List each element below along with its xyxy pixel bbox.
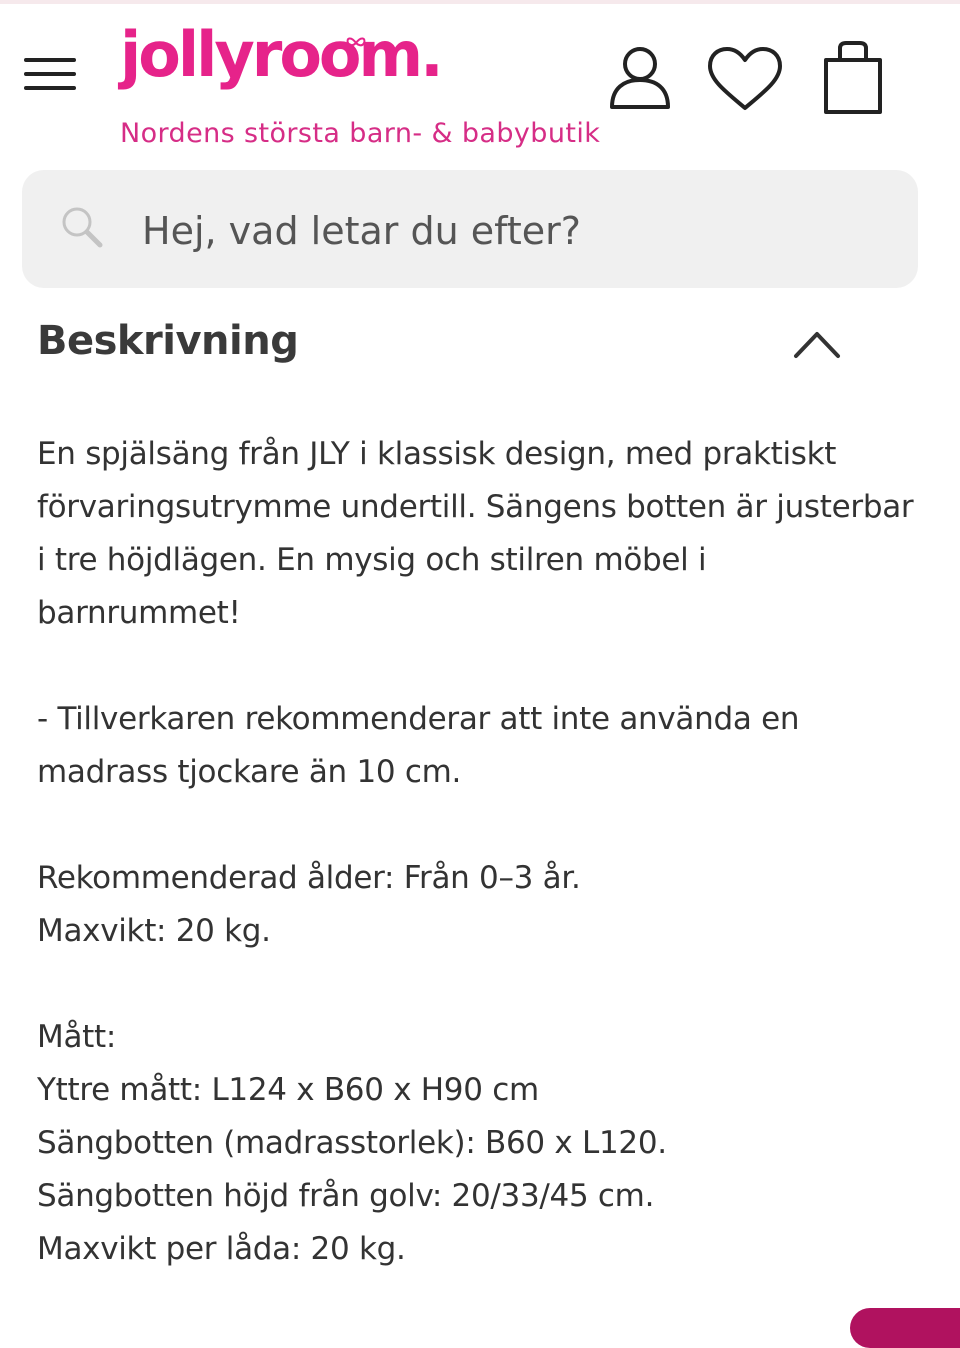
tagline: Nordens största barn- & babybutik xyxy=(120,118,601,149)
description-paragraph: - Tillverkaren rekommenderar att inte använda en madrass tjockare än 10 cm. xyxy=(37,701,809,790)
heart-icon[interactable] xyxy=(706,46,784,112)
search-input[interactable] xyxy=(140,200,884,262)
menu-button[interactable] xyxy=(24,54,78,94)
search-icon xyxy=(60,205,104,249)
logo[interactable]: jollyroom. xyxy=(120,18,441,91)
description-paragraph: En spjälsäng från JLY i klassisk design, med praktiskt förvaringsutrymme undertill. Sängens botten är justerbar i tre höjdlägen. En mysig och stilren möbel i barnrummet! xyxy=(37,436,923,631)
hamburger-menu-icon-bar xyxy=(24,72,76,76)
site-header xyxy=(0,0,960,160)
description xyxy=(37,428,923,1276)
hamburger-menu-icon-bar xyxy=(24,86,76,90)
chevron-up-icon[interactable] xyxy=(790,322,844,364)
hamburger-menu-icon xyxy=(24,58,76,62)
floating-button[interactable] xyxy=(850,1308,960,1348)
user-icon[interactable] xyxy=(608,44,672,110)
description-paragraph: Mått: Yttre mått: L124 x B60 x H90 cm Sängbotten (madrasstorlek): B60 x L120. Sängbotten höjd från golv: 20/33/45 cm. Maxvikt per låda: 20 kg. xyxy=(37,1019,667,1267)
section-title[interactable]: Beskrivning xyxy=(37,318,299,364)
logo-bow-icon xyxy=(345,36,367,50)
shopping-bag-icon[interactable] xyxy=(822,40,884,116)
description-paragraph: Rekommenderad ålder: Från 0–3 år. Maxvikt: 20 kg. xyxy=(37,860,581,949)
